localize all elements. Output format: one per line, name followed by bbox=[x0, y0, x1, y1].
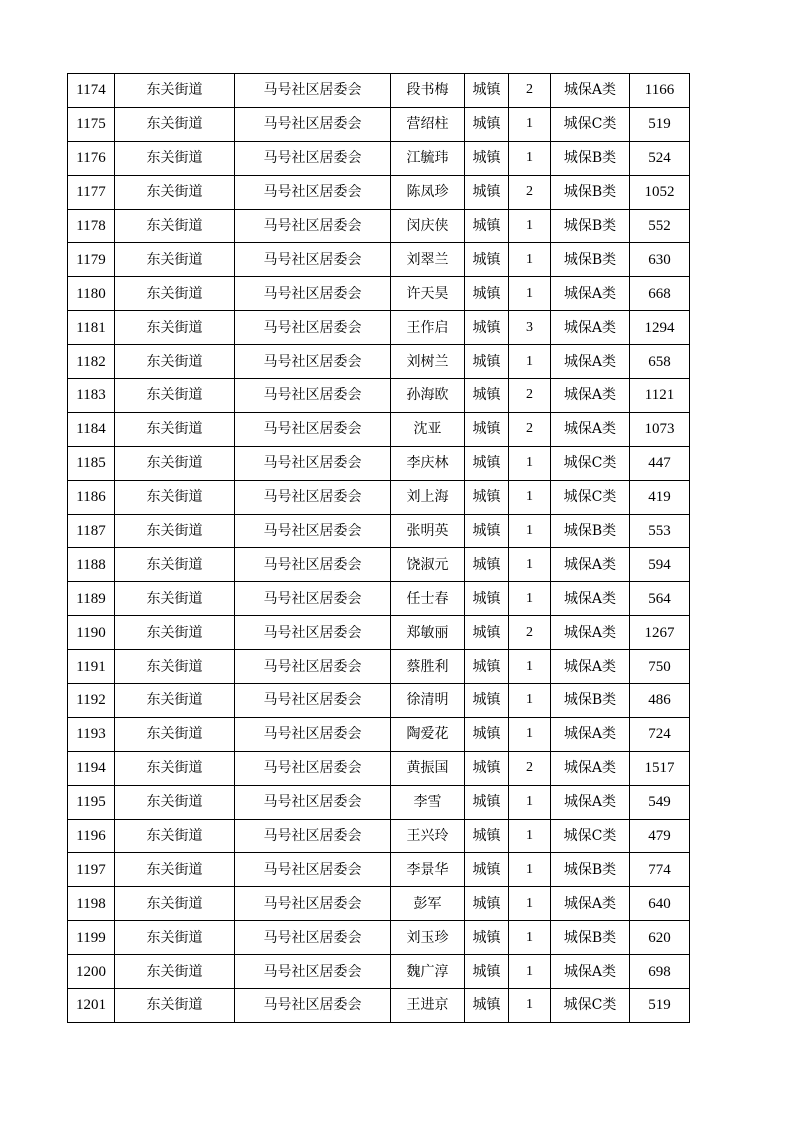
cell-amount: 552 bbox=[630, 209, 690, 243]
cell-street: 东关街道 bbox=[115, 548, 235, 582]
cell-community: 马号社区居委会 bbox=[235, 989, 391, 1023]
cell-household-type: 城镇 bbox=[465, 175, 509, 209]
cell-category: 城保B类 bbox=[551, 175, 630, 209]
cell-street: 东关街道 bbox=[115, 887, 235, 921]
cell-household-type: 城镇 bbox=[465, 955, 509, 989]
cell-seq-number: 1180 bbox=[68, 277, 115, 311]
cell-amount: 479 bbox=[630, 819, 690, 853]
cell-name: 沈亚 bbox=[391, 412, 465, 446]
cell-household-type: 城镇 bbox=[465, 412, 509, 446]
cell-community: 马号社区居委会 bbox=[235, 819, 391, 853]
cell-category: 城保B类 bbox=[551, 684, 630, 718]
cell-category: 城保B类 bbox=[551, 921, 630, 955]
cell-community: 马号社区居委会 bbox=[235, 785, 391, 819]
cell-street: 东关街道 bbox=[115, 311, 235, 345]
cell-category: 城保A类 bbox=[551, 616, 630, 650]
cell-household-type: 城镇 bbox=[465, 446, 509, 480]
cell-category: 城保C类 bbox=[551, 989, 630, 1023]
table-row bbox=[68, 751, 690, 785]
table-row bbox=[68, 74, 690, 108]
cell-community: 马号社区居委会 bbox=[235, 480, 391, 514]
cell-name: 刘玉珍 bbox=[391, 921, 465, 955]
table-row bbox=[68, 853, 690, 887]
cell-category: 城保A类 bbox=[551, 548, 630, 582]
cell-street: 东关街道 bbox=[115, 819, 235, 853]
cell-community: 马号社区居委会 bbox=[235, 616, 391, 650]
table-row bbox=[68, 819, 690, 853]
cell-community: 马号社区居委会 bbox=[235, 717, 391, 751]
cell-member-count: 1 bbox=[509, 582, 551, 616]
table-row bbox=[68, 921, 690, 955]
cell-category: 城保C类 bbox=[551, 446, 630, 480]
table-row bbox=[68, 989, 690, 1023]
table-row bbox=[68, 243, 690, 277]
cell-member-count: 2 bbox=[509, 751, 551, 785]
cell-member-count: 1 bbox=[509, 989, 551, 1023]
cell-household-type: 城镇 bbox=[465, 311, 509, 345]
cell-seq-number: 1188 bbox=[68, 548, 115, 582]
roster-body bbox=[68, 74, 690, 1023]
cell-category: 城保A类 bbox=[551, 412, 630, 446]
cell-seq-number: 1198 bbox=[68, 887, 115, 921]
cell-category: 城保A类 bbox=[551, 785, 630, 819]
table-row bbox=[68, 616, 690, 650]
cell-member-count: 1 bbox=[509, 785, 551, 819]
cell-household-type: 城镇 bbox=[465, 887, 509, 921]
cell-category: 城保A类 bbox=[551, 650, 630, 684]
cell-name: 张明英 bbox=[391, 514, 465, 548]
cell-member-count: 1 bbox=[509, 819, 551, 853]
cell-amount: 1073 bbox=[630, 412, 690, 446]
cell-community: 马号社区居委会 bbox=[235, 921, 391, 955]
cell-household-type: 城镇 bbox=[465, 107, 509, 141]
cell-member-count: 3 bbox=[509, 311, 551, 345]
table-row bbox=[68, 379, 690, 413]
cell-name: 陈凤珍 bbox=[391, 175, 465, 209]
cell-member-count: 2 bbox=[509, 616, 551, 650]
table-row bbox=[68, 582, 690, 616]
cell-member-count: 1 bbox=[509, 209, 551, 243]
cell-member-count: 1 bbox=[509, 887, 551, 921]
cell-street: 东关街道 bbox=[115, 345, 235, 379]
cell-member-count: 1 bbox=[509, 446, 551, 480]
cell-member-count: 1 bbox=[509, 717, 551, 751]
cell-household-type: 城镇 bbox=[465, 379, 509, 413]
cell-name: 徐清明 bbox=[391, 684, 465, 718]
cell-community: 马号社区居委会 bbox=[235, 107, 391, 141]
cell-member-count: 1 bbox=[509, 921, 551, 955]
cell-household-type: 城镇 bbox=[465, 548, 509, 582]
cell-member-count: 1 bbox=[509, 141, 551, 175]
cell-name: 孙海欧 bbox=[391, 379, 465, 413]
cell-amount: 1166 bbox=[630, 74, 690, 108]
cell-community: 马号社区居委会 bbox=[235, 175, 391, 209]
cell-member-count: 2 bbox=[509, 175, 551, 209]
cell-category: 城保B类 bbox=[551, 853, 630, 887]
cell-community: 马号社区居委会 bbox=[235, 379, 391, 413]
cell-street: 东关街道 bbox=[115, 412, 235, 446]
cell-category: 城保A类 bbox=[551, 345, 630, 379]
cell-household-type: 城镇 bbox=[465, 853, 509, 887]
cell-seq-number: 1174 bbox=[68, 74, 115, 108]
cell-seq-number: 1196 bbox=[68, 819, 115, 853]
cell-community: 马号社区居委会 bbox=[235, 582, 391, 616]
cell-amount: 486 bbox=[630, 684, 690, 718]
cell-household-type: 城镇 bbox=[465, 74, 509, 108]
cell-community: 马号社区居委会 bbox=[235, 412, 391, 446]
cell-member-count: 1 bbox=[509, 853, 551, 887]
cell-category: 城保A类 bbox=[551, 379, 630, 413]
cell-amount: 620 bbox=[630, 921, 690, 955]
cell-member-count: 1 bbox=[509, 480, 551, 514]
cell-household-type: 城镇 bbox=[465, 989, 509, 1023]
cell-member-count: 1 bbox=[509, 548, 551, 582]
cell-seq-number: 1183 bbox=[68, 379, 115, 413]
cell-name: 郑敏丽 bbox=[391, 616, 465, 650]
cell-amount: 1267 bbox=[630, 616, 690, 650]
table-row bbox=[68, 311, 690, 345]
cell-community: 马号社区居委会 bbox=[235, 311, 391, 345]
cell-amount: 630 bbox=[630, 243, 690, 277]
cell-household-type: 城镇 bbox=[465, 209, 509, 243]
cell-seq-number: 1181 bbox=[68, 311, 115, 345]
cell-street: 东关街道 bbox=[115, 379, 235, 413]
table-row bbox=[68, 141, 690, 175]
cell-street: 东关街道 bbox=[115, 785, 235, 819]
cell-member-count: 1 bbox=[509, 650, 551, 684]
cell-household-type: 城镇 bbox=[465, 921, 509, 955]
cell-member-count: 2 bbox=[509, 379, 551, 413]
cell-street: 东关街道 bbox=[115, 209, 235, 243]
cell-street: 东关街道 bbox=[115, 141, 235, 175]
cell-category: 城保C类 bbox=[551, 480, 630, 514]
cell-category: 城保A类 bbox=[551, 582, 630, 616]
cell-street: 东关街道 bbox=[115, 74, 235, 108]
cell-amount: 1517 bbox=[630, 751, 690, 785]
cell-name: 段书梅 bbox=[391, 74, 465, 108]
cell-category: 城保A类 bbox=[551, 277, 630, 311]
cell-street: 东关街道 bbox=[115, 921, 235, 955]
cell-household-type: 城镇 bbox=[465, 480, 509, 514]
cell-street: 东关街道 bbox=[115, 853, 235, 887]
cell-name: 王进京 bbox=[391, 989, 465, 1023]
table-row bbox=[68, 514, 690, 548]
cell-household-type: 城镇 bbox=[465, 345, 509, 379]
table-row bbox=[68, 785, 690, 819]
cell-name: 刘树兰 bbox=[391, 345, 465, 379]
cell-amount: 549 bbox=[630, 785, 690, 819]
table-row bbox=[68, 650, 690, 684]
cell-name: 李雪 bbox=[391, 785, 465, 819]
cell-name: 闵庆侠 bbox=[391, 209, 465, 243]
table-row bbox=[68, 684, 690, 718]
table-row bbox=[68, 107, 690, 141]
cell-member-count: 2 bbox=[509, 74, 551, 108]
cell-street: 东关街道 bbox=[115, 582, 235, 616]
cell-community: 马号社区居委会 bbox=[235, 751, 391, 785]
cell-household-type: 城镇 bbox=[465, 243, 509, 277]
cell-member-count: 1 bbox=[509, 684, 551, 718]
cell-amount: 519 bbox=[630, 989, 690, 1023]
table-row bbox=[68, 548, 690, 582]
cell-household-type: 城镇 bbox=[465, 616, 509, 650]
cell-amount: 1294 bbox=[630, 311, 690, 345]
cell-seq-number: 1191 bbox=[68, 650, 115, 684]
cell-category: 城保A类 bbox=[551, 955, 630, 989]
table-row bbox=[68, 209, 690, 243]
cell-community: 马号社区居委会 bbox=[235, 209, 391, 243]
cell-category: 城保A类 bbox=[551, 887, 630, 921]
cell-amount: 668 bbox=[630, 277, 690, 311]
table-row bbox=[68, 480, 690, 514]
cell-street: 东关街道 bbox=[115, 514, 235, 548]
cell-seq-number: 1192 bbox=[68, 684, 115, 718]
cell-seq-number: 1175 bbox=[68, 107, 115, 141]
cell-street: 东关街道 bbox=[115, 717, 235, 751]
cell-street: 东关街道 bbox=[115, 751, 235, 785]
cell-street: 东关街道 bbox=[115, 616, 235, 650]
cell-seq-number: 1186 bbox=[68, 480, 115, 514]
cell-seq-number: 1195 bbox=[68, 785, 115, 819]
cell-name: 刘翠兰 bbox=[391, 243, 465, 277]
table-row bbox=[68, 887, 690, 921]
cell-category: 城保A类 bbox=[551, 311, 630, 345]
cell-amount: 594 bbox=[630, 548, 690, 582]
cell-seq-number: 1200 bbox=[68, 955, 115, 989]
cell-name: 陶爱花 bbox=[391, 717, 465, 751]
cell-street: 东关街道 bbox=[115, 277, 235, 311]
table-row bbox=[68, 412, 690, 446]
cell-category: 城保B类 bbox=[551, 209, 630, 243]
cell-community: 马号社区居委会 bbox=[235, 74, 391, 108]
cell-amount: 524 bbox=[630, 141, 690, 175]
cell-name: 刘上海 bbox=[391, 480, 465, 514]
cell-name: 魏广淳 bbox=[391, 955, 465, 989]
cell-name: 蔡胜利 bbox=[391, 650, 465, 684]
cell-seq-number: 1193 bbox=[68, 717, 115, 751]
cell-name: 李景华 bbox=[391, 853, 465, 887]
cell-seq-number: 1179 bbox=[68, 243, 115, 277]
cell-household-type: 城镇 bbox=[465, 785, 509, 819]
cell-community: 马号社区居委会 bbox=[235, 853, 391, 887]
cell-amount: 750 bbox=[630, 650, 690, 684]
cell-amount: 447 bbox=[630, 446, 690, 480]
cell-street: 东关街道 bbox=[115, 650, 235, 684]
cell-category: 城保C类 bbox=[551, 819, 630, 853]
cell-community: 马号社区居委会 bbox=[235, 141, 391, 175]
table-row bbox=[68, 955, 690, 989]
cell-community: 马号社区居委会 bbox=[235, 243, 391, 277]
cell-street: 东关街道 bbox=[115, 446, 235, 480]
table-row bbox=[68, 717, 690, 751]
cell-seq-number: 1194 bbox=[68, 751, 115, 785]
cell-category: 城保B类 bbox=[551, 514, 630, 548]
cell-seq-number: 1197 bbox=[68, 853, 115, 887]
cell-member-count: 1 bbox=[509, 955, 551, 989]
table-row bbox=[68, 175, 690, 209]
cell-street: 东关街道 bbox=[115, 107, 235, 141]
cell-amount: 1121 bbox=[630, 379, 690, 413]
cell-member-count: 1 bbox=[509, 514, 551, 548]
cell-street: 东关街道 bbox=[115, 684, 235, 718]
cell-household-type: 城镇 bbox=[465, 277, 509, 311]
cell-street: 东关街道 bbox=[115, 989, 235, 1023]
cell-member-count: 2 bbox=[509, 412, 551, 446]
cell-community: 马号社区居委会 bbox=[235, 887, 391, 921]
cell-name: 李庆林 bbox=[391, 446, 465, 480]
cell-street: 东关街道 bbox=[115, 955, 235, 989]
table-row bbox=[68, 277, 690, 311]
cell-seq-number: 1177 bbox=[68, 175, 115, 209]
cell-community: 马号社区居委会 bbox=[235, 650, 391, 684]
cell-seq-number: 1189 bbox=[68, 582, 115, 616]
cell-household-type: 城镇 bbox=[465, 582, 509, 616]
cell-amount: 1052 bbox=[630, 175, 690, 209]
cell-amount: 724 bbox=[630, 717, 690, 751]
cell-name: 彭军 bbox=[391, 887, 465, 921]
cell-community: 马号社区居委会 bbox=[235, 345, 391, 379]
cell-amount: 640 bbox=[630, 887, 690, 921]
cell-amount: 519 bbox=[630, 107, 690, 141]
cell-street: 东关街道 bbox=[115, 175, 235, 209]
cell-household-type: 城镇 bbox=[465, 717, 509, 751]
cell-category: 城保B类 bbox=[551, 141, 630, 175]
cell-household-type: 城镇 bbox=[465, 514, 509, 548]
cell-household-type: 城镇 bbox=[465, 141, 509, 175]
cell-community: 马号社区居委会 bbox=[235, 548, 391, 582]
cell-seq-number: 1185 bbox=[68, 446, 115, 480]
cell-seq-number: 1178 bbox=[68, 209, 115, 243]
cell-name: 饶淑元 bbox=[391, 548, 465, 582]
table-row bbox=[68, 345, 690, 379]
cell-name: 许天昊 bbox=[391, 277, 465, 311]
cell-community: 马号社区居委会 bbox=[235, 446, 391, 480]
table-row bbox=[68, 446, 690, 480]
cell-name: 王兴玲 bbox=[391, 819, 465, 853]
cell-amount: 698 bbox=[630, 955, 690, 989]
cell-street: 东关街道 bbox=[115, 243, 235, 277]
cell-amount: 658 bbox=[630, 345, 690, 379]
cell-member-count: 1 bbox=[509, 243, 551, 277]
cell-community: 马号社区居委会 bbox=[235, 955, 391, 989]
cell-community: 马号社区居委会 bbox=[235, 514, 391, 548]
cell-member-count: 1 bbox=[509, 107, 551, 141]
cell-household-type: 城镇 bbox=[465, 751, 509, 785]
cell-seq-number: 1176 bbox=[68, 141, 115, 175]
cell-category: 城保B类 bbox=[551, 243, 630, 277]
cell-amount: 564 bbox=[630, 582, 690, 616]
cell-seq-number: 1190 bbox=[68, 616, 115, 650]
cell-name: 王作启 bbox=[391, 311, 465, 345]
roster-table bbox=[67, 73, 690, 1023]
cell-community: 马号社区居委会 bbox=[235, 277, 391, 311]
cell-seq-number: 1201 bbox=[68, 989, 115, 1023]
cell-community: 马号社区居委会 bbox=[235, 684, 391, 718]
cell-name: 江毓玮 bbox=[391, 141, 465, 175]
cell-amount: 774 bbox=[630, 853, 690, 887]
cell-amount: 419 bbox=[630, 480, 690, 514]
cell-seq-number: 1182 bbox=[68, 345, 115, 379]
cell-seq-number: 1199 bbox=[68, 921, 115, 955]
cell-category: 城保C类 bbox=[551, 107, 630, 141]
cell-name: 任士春 bbox=[391, 582, 465, 616]
cell-category: 城保A类 bbox=[551, 74, 630, 108]
cell-name: 黄振国 bbox=[391, 751, 465, 785]
cell-category: 城保A类 bbox=[551, 751, 630, 785]
cell-household-type: 城镇 bbox=[465, 650, 509, 684]
cell-name: 营绍柱 bbox=[391, 107, 465, 141]
cell-street: 东关街道 bbox=[115, 480, 235, 514]
cell-member-count: 1 bbox=[509, 277, 551, 311]
cell-seq-number: 1184 bbox=[68, 412, 115, 446]
cell-seq-number: 1187 bbox=[68, 514, 115, 548]
cell-household-type: 城镇 bbox=[465, 684, 509, 718]
cell-amount: 553 bbox=[630, 514, 690, 548]
cell-member-count: 1 bbox=[509, 345, 551, 379]
cell-category: 城保A类 bbox=[551, 717, 630, 751]
cell-household-type: 城镇 bbox=[465, 819, 509, 853]
